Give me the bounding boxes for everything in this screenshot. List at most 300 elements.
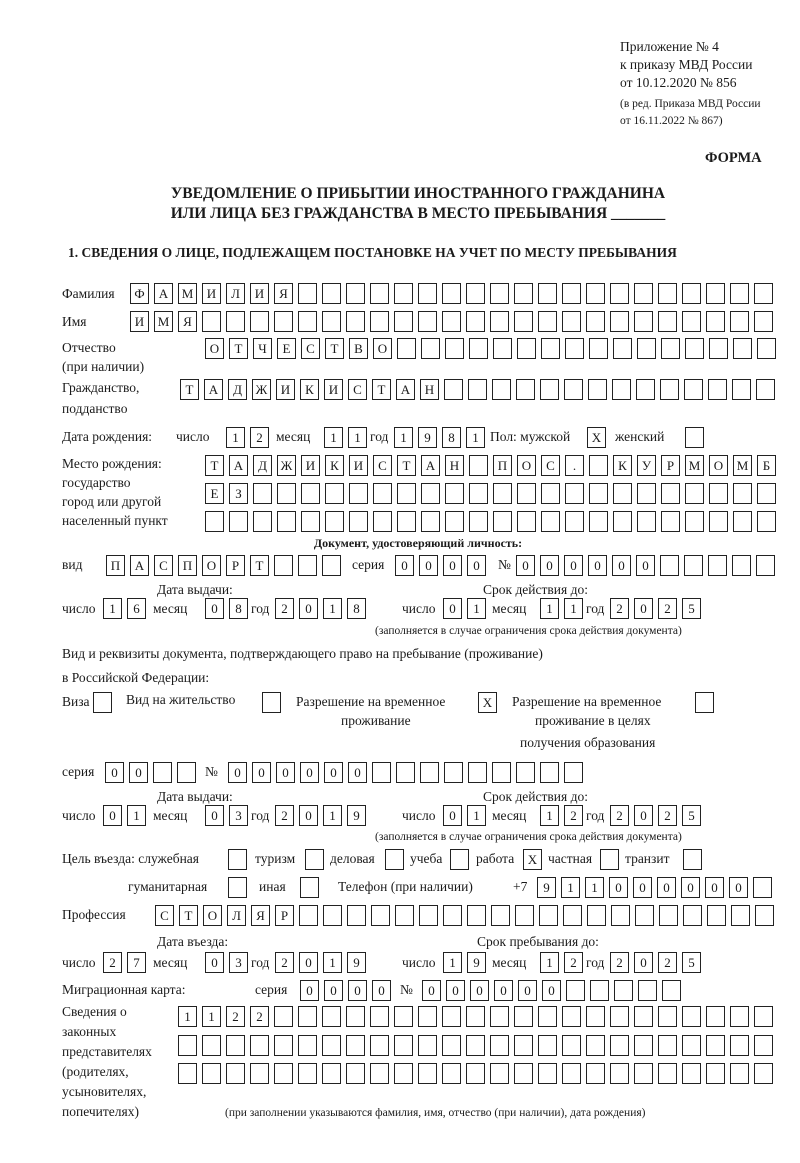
char-cell[interactable]: 1 bbox=[467, 805, 486, 826]
char-cell[interactable]: 0 bbox=[636, 555, 655, 576]
char-cell[interactable]: 0 bbox=[300, 980, 319, 1001]
char-cell[interactable] bbox=[541, 483, 560, 504]
char-cell[interactable]: О bbox=[709, 455, 728, 476]
char-cell[interactable] bbox=[298, 555, 317, 576]
char-cell[interactable] bbox=[229, 511, 248, 532]
char-cell[interactable] bbox=[394, 311, 413, 332]
char-cell[interactable] bbox=[274, 1035, 293, 1056]
char-cell[interactable] bbox=[613, 338, 632, 359]
char-cell[interactable] bbox=[370, 1035, 389, 1056]
char-cell[interactable] bbox=[250, 1035, 269, 1056]
char-cell[interactable]: 2 bbox=[226, 1006, 245, 1027]
char-cell[interactable] bbox=[418, 1035, 437, 1056]
char-cell[interactable] bbox=[205, 511, 224, 532]
char-cell[interactable] bbox=[661, 483, 680, 504]
char-cell[interactable]: Т bbox=[325, 338, 344, 359]
char-cell[interactable] bbox=[634, 1063, 653, 1084]
char-cell[interactable]: С bbox=[373, 455, 392, 476]
char-cell[interactable]: О bbox=[205, 338, 224, 359]
char-cell[interactable]: 0 bbox=[443, 598, 462, 619]
char-cell[interactable] bbox=[178, 1035, 197, 1056]
char-cell[interactable] bbox=[658, 1063, 677, 1084]
char-cell[interactable]: 0 bbox=[612, 555, 631, 576]
char-cell[interactable] bbox=[490, 1006, 509, 1027]
char-cell[interactable]: Н bbox=[445, 455, 464, 476]
char-cell[interactable] bbox=[445, 338, 464, 359]
char-cell[interactable]: И bbox=[276, 379, 295, 400]
char-cell[interactable] bbox=[586, 311, 605, 332]
char-cell[interactable]: Д bbox=[253, 455, 272, 476]
char-cell[interactable]: 7 bbox=[127, 952, 146, 973]
char-cell[interactable]: X bbox=[523, 849, 542, 870]
char-cell[interactable]: А bbox=[130, 555, 149, 576]
char-cell[interactable] bbox=[467, 905, 486, 926]
char-cell[interactable] bbox=[565, 338, 584, 359]
char-cell[interactable]: X bbox=[478, 692, 497, 713]
char-cell[interactable]: Т bbox=[205, 455, 224, 476]
char-cell[interactable] bbox=[394, 283, 413, 304]
char-cell[interactable] bbox=[685, 483, 704, 504]
char-cell[interactable]: А bbox=[421, 455, 440, 476]
char-cell[interactable] bbox=[226, 1035, 245, 1056]
char-cell[interactable] bbox=[685, 511, 704, 532]
char-cell[interactable] bbox=[660, 555, 679, 576]
char-cell[interactable]: А bbox=[229, 455, 248, 476]
char-cell[interactable] bbox=[305, 849, 324, 870]
char-cell[interactable] bbox=[564, 762, 583, 783]
char-cell[interactable] bbox=[514, 1006, 533, 1027]
char-cell[interactable]: 1 bbox=[585, 877, 604, 898]
char-cell[interactable] bbox=[277, 483, 296, 504]
char-cell[interactable]: 1 bbox=[394, 427, 413, 448]
char-cell[interactable] bbox=[708, 555, 727, 576]
char-cell[interactable]: Р bbox=[661, 455, 680, 476]
char-cell[interactable] bbox=[682, 311, 701, 332]
char-cell[interactable] bbox=[226, 1063, 245, 1084]
char-cell[interactable] bbox=[418, 283, 437, 304]
char-cell[interactable] bbox=[661, 338, 680, 359]
char-cell[interactable]: 0 bbox=[348, 980, 367, 1001]
char-cell[interactable]: 1 bbox=[540, 805, 559, 826]
char-cell[interactable] bbox=[262, 692, 281, 713]
char-cell[interactable]: 5 bbox=[682, 805, 701, 826]
char-cell[interactable] bbox=[493, 483, 512, 504]
char-cell[interactable] bbox=[756, 555, 775, 576]
char-cell[interactable]: 0 bbox=[542, 980, 561, 1001]
char-cell[interactable]: 8 bbox=[229, 598, 248, 619]
char-cell[interactable] bbox=[685, 338, 704, 359]
char-cell[interactable]: С bbox=[541, 455, 560, 476]
char-cell[interactable] bbox=[538, 1035, 557, 1056]
char-cell[interactable]: 2 bbox=[610, 805, 629, 826]
char-cell[interactable] bbox=[514, 283, 533, 304]
char-cell[interactable] bbox=[588, 379, 607, 400]
char-cell[interactable]: 9 bbox=[347, 805, 366, 826]
char-cell[interactable] bbox=[468, 379, 487, 400]
char-cell[interactable]: 9 bbox=[467, 952, 486, 973]
char-cell[interactable]: Ж bbox=[252, 379, 271, 400]
char-cell[interactable]: 0 bbox=[299, 805, 318, 826]
char-cell[interactable] bbox=[540, 762, 559, 783]
char-cell[interactable] bbox=[707, 905, 726, 926]
char-cell[interactable] bbox=[445, 511, 464, 532]
char-cell[interactable]: 0 bbox=[443, 555, 462, 576]
char-cell[interactable] bbox=[466, 283, 485, 304]
char-cell[interactable]: 1 bbox=[348, 427, 367, 448]
char-cell[interactable]: X bbox=[587, 427, 606, 448]
char-cell[interactable] bbox=[253, 483, 272, 504]
char-cell[interactable]: 9 bbox=[418, 427, 437, 448]
char-cell[interactable] bbox=[153, 762, 172, 783]
char-cell[interactable] bbox=[733, 483, 752, 504]
char-cell[interactable] bbox=[442, 1063, 461, 1084]
char-cell[interactable] bbox=[563, 905, 582, 926]
char-cell[interactable] bbox=[442, 283, 461, 304]
char-cell[interactable] bbox=[322, 311, 341, 332]
char-cell[interactable] bbox=[590, 980, 609, 1001]
char-cell[interactable]: И bbox=[130, 311, 149, 332]
char-cell[interactable] bbox=[683, 849, 702, 870]
char-cell[interactable] bbox=[370, 283, 389, 304]
char-cell[interactable] bbox=[250, 311, 269, 332]
char-cell[interactable]: 0 bbox=[348, 762, 367, 783]
char-cell[interactable]: Т bbox=[229, 338, 248, 359]
char-cell[interactable] bbox=[373, 511, 392, 532]
char-cell[interactable]: 0 bbox=[540, 555, 559, 576]
char-cell[interactable] bbox=[349, 511, 368, 532]
char-cell[interactable] bbox=[564, 379, 583, 400]
char-cell[interactable] bbox=[709, 483, 728, 504]
char-cell[interactable] bbox=[589, 338, 608, 359]
char-cell[interactable]: 3 bbox=[229, 952, 248, 973]
char-cell[interactable] bbox=[659, 905, 678, 926]
char-cell[interactable]: Б bbox=[757, 455, 776, 476]
char-cell[interactable]: Р bbox=[226, 555, 245, 576]
char-cell[interactable]: 2 bbox=[103, 952, 122, 973]
char-cell[interactable]: . bbox=[565, 455, 584, 476]
char-cell[interactable]: О bbox=[373, 338, 392, 359]
char-cell[interactable] bbox=[491, 905, 510, 926]
char-cell[interactable] bbox=[298, 311, 317, 332]
char-cell[interactable]: С bbox=[301, 338, 320, 359]
char-cell[interactable] bbox=[514, 1035, 533, 1056]
char-cell[interactable] bbox=[202, 311, 221, 332]
char-cell[interactable] bbox=[274, 311, 293, 332]
char-cell[interactable] bbox=[370, 1006, 389, 1027]
char-cell[interactable] bbox=[634, 1006, 653, 1027]
char-cell[interactable]: 0 bbox=[705, 877, 724, 898]
char-cell[interactable] bbox=[515, 905, 534, 926]
char-cell[interactable] bbox=[695, 692, 714, 713]
char-cell[interactable] bbox=[397, 338, 416, 359]
char-cell[interactable] bbox=[589, 455, 608, 476]
char-cell[interactable] bbox=[757, 511, 776, 532]
char-cell[interactable]: 1 bbox=[103, 598, 122, 619]
char-cell[interactable] bbox=[228, 849, 247, 870]
char-cell[interactable] bbox=[732, 555, 751, 576]
char-cell[interactable]: Р bbox=[275, 905, 294, 926]
char-cell[interactable] bbox=[445, 483, 464, 504]
char-cell[interactable] bbox=[754, 283, 773, 304]
char-cell[interactable]: 5 bbox=[682, 952, 701, 973]
char-cell[interactable] bbox=[683, 905, 702, 926]
char-cell[interactable] bbox=[613, 511, 632, 532]
char-cell[interactable]: 2 bbox=[564, 805, 583, 826]
char-cell[interactable] bbox=[202, 1035, 221, 1056]
char-cell[interactable] bbox=[420, 762, 439, 783]
char-cell[interactable] bbox=[706, 1006, 725, 1027]
char-cell[interactable]: 0 bbox=[205, 598, 224, 619]
char-cell[interactable]: 0 bbox=[634, 598, 653, 619]
char-cell[interactable]: Я bbox=[251, 905, 270, 926]
char-cell[interactable]: И bbox=[202, 283, 221, 304]
char-cell[interactable]: А bbox=[396, 379, 415, 400]
char-cell[interactable] bbox=[298, 1006, 317, 1027]
char-cell[interactable]: Я bbox=[274, 283, 293, 304]
char-cell[interactable] bbox=[469, 338, 488, 359]
char-cell[interactable] bbox=[730, 1006, 749, 1027]
char-cell[interactable]: 1 bbox=[323, 952, 342, 973]
char-cell[interactable]: Т bbox=[180, 379, 199, 400]
char-cell[interactable]: Т bbox=[250, 555, 269, 576]
char-cell[interactable] bbox=[202, 1063, 221, 1084]
char-cell[interactable]: Я bbox=[178, 311, 197, 332]
char-cell[interactable] bbox=[516, 379, 535, 400]
char-cell[interactable] bbox=[610, 1063, 629, 1084]
char-cell[interactable] bbox=[753, 877, 772, 898]
char-cell[interactable] bbox=[732, 379, 751, 400]
char-cell[interactable] bbox=[274, 1063, 293, 1084]
char-cell[interactable] bbox=[442, 311, 461, 332]
char-cell[interactable]: А bbox=[154, 283, 173, 304]
char-cell[interactable]: 1 bbox=[202, 1006, 221, 1027]
char-cell[interactable] bbox=[562, 311, 581, 332]
char-cell[interactable] bbox=[610, 1035, 629, 1056]
char-cell[interactable] bbox=[250, 1063, 269, 1084]
char-cell[interactable] bbox=[346, 1035, 365, 1056]
char-cell[interactable]: С bbox=[155, 905, 174, 926]
char-cell[interactable] bbox=[637, 483, 656, 504]
char-cell[interactable] bbox=[538, 283, 557, 304]
char-cell[interactable]: 0 bbox=[395, 555, 414, 576]
char-cell[interactable]: А bbox=[204, 379, 223, 400]
char-cell[interactable] bbox=[372, 762, 391, 783]
char-cell[interactable] bbox=[730, 311, 749, 332]
char-cell[interactable] bbox=[757, 338, 776, 359]
char-cell[interactable]: 9 bbox=[347, 952, 366, 973]
char-cell[interactable] bbox=[540, 379, 559, 400]
char-cell[interactable] bbox=[730, 1063, 749, 1084]
char-cell[interactable] bbox=[517, 483, 536, 504]
char-cell[interactable] bbox=[684, 555, 703, 576]
char-cell[interactable] bbox=[322, 1035, 341, 1056]
char-cell[interactable] bbox=[274, 555, 293, 576]
char-cell[interactable]: 1 bbox=[323, 805, 342, 826]
char-cell[interactable] bbox=[754, 1006, 773, 1027]
char-cell[interactable] bbox=[658, 311, 677, 332]
char-cell[interactable] bbox=[443, 905, 462, 926]
char-cell[interactable]: 2 bbox=[564, 952, 583, 973]
char-cell[interactable]: Ф bbox=[130, 283, 149, 304]
char-cell[interactable] bbox=[322, 1006, 341, 1027]
char-cell[interactable]: 0 bbox=[443, 805, 462, 826]
char-cell[interactable]: С bbox=[348, 379, 367, 400]
char-cell[interactable] bbox=[493, 338, 512, 359]
char-cell[interactable]: 0 bbox=[300, 762, 319, 783]
char-cell[interactable]: 1 bbox=[540, 598, 559, 619]
char-cell[interactable]: И bbox=[324, 379, 343, 400]
char-cell[interactable]: 0 bbox=[446, 980, 465, 1001]
char-cell[interactable] bbox=[444, 379, 463, 400]
char-cell[interactable]: 0 bbox=[299, 598, 318, 619]
char-cell[interactable] bbox=[754, 311, 773, 332]
char-cell[interactable] bbox=[706, 1063, 725, 1084]
char-cell[interactable]: Ж bbox=[277, 455, 296, 476]
char-cell[interactable]: 2 bbox=[658, 805, 677, 826]
char-cell[interactable] bbox=[469, 455, 488, 476]
char-cell[interactable] bbox=[493, 511, 512, 532]
char-cell[interactable] bbox=[298, 1035, 317, 1056]
char-cell[interactable] bbox=[514, 1063, 533, 1084]
char-cell[interactable]: 0 bbox=[252, 762, 271, 783]
char-cell[interactable] bbox=[299, 905, 318, 926]
char-cell[interactable] bbox=[93, 692, 112, 713]
char-cell[interactable] bbox=[634, 311, 653, 332]
char-cell[interactable] bbox=[731, 905, 750, 926]
char-cell[interactable]: 0 bbox=[324, 762, 343, 783]
char-cell[interactable] bbox=[466, 1063, 485, 1084]
char-cell[interactable] bbox=[346, 1006, 365, 1027]
char-cell[interactable] bbox=[754, 1063, 773, 1084]
char-cell[interactable] bbox=[301, 511, 320, 532]
char-cell[interactable] bbox=[370, 311, 389, 332]
char-cell[interactable]: 2 bbox=[275, 952, 294, 973]
char-cell[interactable] bbox=[385, 849, 404, 870]
char-cell[interactable] bbox=[586, 1035, 605, 1056]
char-cell[interactable] bbox=[323, 905, 342, 926]
char-cell[interactable]: 1 bbox=[540, 952, 559, 973]
char-cell[interactable] bbox=[178, 1063, 197, 1084]
char-cell[interactable] bbox=[300, 877, 319, 898]
char-cell[interactable] bbox=[682, 1035, 701, 1056]
char-cell[interactable]: 0 bbox=[299, 952, 318, 973]
char-cell[interactable] bbox=[490, 283, 509, 304]
char-cell[interactable] bbox=[177, 762, 196, 783]
char-cell[interactable] bbox=[658, 283, 677, 304]
char-cell[interactable]: О bbox=[203, 905, 222, 926]
char-cell[interactable]: М bbox=[685, 455, 704, 476]
char-cell[interactable] bbox=[706, 283, 725, 304]
char-cell[interactable]: 9 bbox=[537, 877, 556, 898]
char-cell[interactable] bbox=[706, 1035, 725, 1056]
char-cell[interactable]: 0 bbox=[467, 555, 486, 576]
char-cell[interactable] bbox=[346, 283, 365, 304]
char-cell[interactable] bbox=[610, 311, 629, 332]
char-cell[interactable]: 1 bbox=[324, 427, 343, 448]
char-cell[interactable] bbox=[442, 1035, 461, 1056]
char-cell[interactable]: 2 bbox=[658, 952, 677, 973]
char-cell[interactable]: 0 bbox=[588, 555, 607, 576]
char-cell[interactable] bbox=[538, 311, 557, 332]
char-cell[interactable] bbox=[634, 1035, 653, 1056]
char-cell[interactable]: 0 bbox=[729, 877, 748, 898]
char-cell[interactable] bbox=[228, 877, 247, 898]
char-cell[interactable] bbox=[661, 511, 680, 532]
char-cell[interactable] bbox=[565, 483, 584, 504]
char-cell[interactable]: К bbox=[325, 455, 344, 476]
char-cell[interactable] bbox=[709, 511, 728, 532]
char-cell[interactable] bbox=[662, 980, 681, 1001]
char-cell[interactable]: П bbox=[106, 555, 125, 576]
char-cell[interactable] bbox=[450, 849, 469, 870]
char-cell[interactable] bbox=[757, 483, 776, 504]
char-cell[interactable] bbox=[514, 311, 533, 332]
char-cell[interactable] bbox=[562, 1063, 581, 1084]
char-cell[interactable] bbox=[418, 1063, 437, 1084]
char-cell[interactable]: П bbox=[178, 555, 197, 576]
char-cell[interactable] bbox=[301, 483, 320, 504]
char-cell[interactable] bbox=[733, 338, 752, 359]
char-cell[interactable] bbox=[754, 1035, 773, 1056]
char-cell[interactable] bbox=[469, 511, 488, 532]
char-cell[interactable] bbox=[490, 1035, 509, 1056]
char-cell[interactable] bbox=[612, 379, 631, 400]
char-cell[interactable] bbox=[397, 483, 416, 504]
char-cell[interactable] bbox=[346, 1063, 365, 1084]
char-cell[interactable] bbox=[444, 762, 463, 783]
char-cell[interactable] bbox=[419, 905, 438, 926]
char-cell[interactable]: Е bbox=[277, 338, 296, 359]
char-cell[interactable] bbox=[322, 1063, 341, 1084]
char-cell[interactable] bbox=[600, 849, 619, 870]
char-cell[interactable]: Л bbox=[226, 283, 245, 304]
char-cell[interactable]: 0 bbox=[634, 952, 653, 973]
char-cell[interactable]: 2 bbox=[610, 598, 629, 619]
char-cell[interactable] bbox=[373, 483, 392, 504]
char-cell[interactable] bbox=[682, 1063, 701, 1084]
char-cell[interactable] bbox=[613, 483, 632, 504]
char-cell[interactable] bbox=[421, 511, 440, 532]
char-cell[interactable]: И bbox=[349, 455, 368, 476]
char-cell[interactable] bbox=[322, 283, 341, 304]
char-cell[interactable]: 0 bbox=[633, 877, 652, 898]
char-cell[interactable]: 1 bbox=[323, 598, 342, 619]
char-cell[interactable] bbox=[587, 905, 606, 926]
char-cell[interactable] bbox=[660, 379, 679, 400]
char-cell[interactable] bbox=[637, 338, 656, 359]
char-cell[interactable] bbox=[658, 1035, 677, 1056]
char-cell[interactable]: И bbox=[250, 283, 269, 304]
char-cell[interactable]: 0 bbox=[609, 877, 628, 898]
char-cell[interactable]: 0 bbox=[494, 980, 513, 1001]
char-cell[interactable]: П bbox=[493, 455, 512, 476]
char-cell[interactable]: М bbox=[733, 455, 752, 476]
char-cell[interactable] bbox=[682, 1006, 701, 1027]
char-cell[interactable]: С bbox=[154, 555, 173, 576]
char-cell[interactable] bbox=[226, 311, 245, 332]
char-cell[interactable] bbox=[562, 1035, 581, 1056]
char-cell[interactable]: Ч bbox=[253, 338, 272, 359]
char-cell[interactable]: 2 bbox=[275, 805, 294, 826]
char-cell[interactable] bbox=[325, 483, 344, 504]
char-cell[interactable] bbox=[755, 905, 774, 926]
char-cell[interactable] bbox=[756, 379, 775, 400]
char-cell[interactable]: 1 bbox=[564, 598, 583, 619]
char-cell[interactable] bbox=[370, 1063, 389, 1084]
char-cell[interactable] bbox=[490, 311, 509, 332]
char-cell[interactable]: 6 bbox=[127, 598, 146, 619]
char-cell[interactable]: 0 bbox=[564, 555, 583, 576]
